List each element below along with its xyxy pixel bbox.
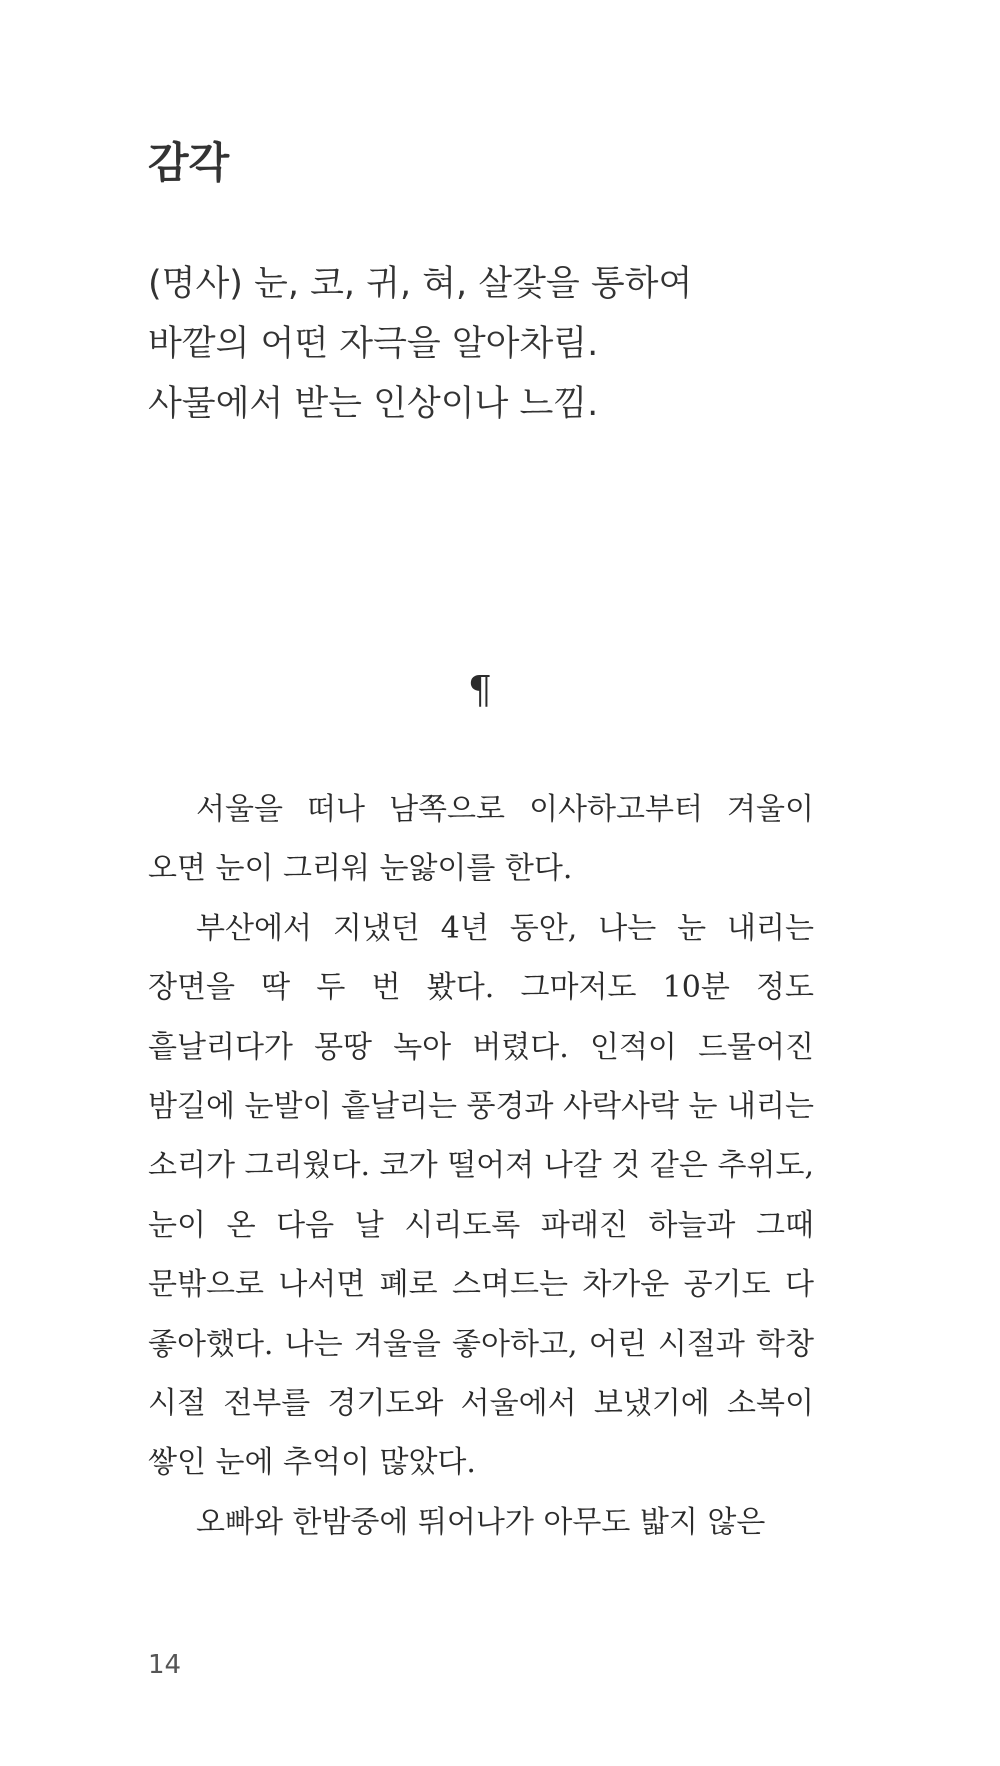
page-number: 14	[148, 1650, 182, 1680]
entry-title: 감각	[148, 138, 230, 187]
body-text	[148, 780, 814, 1552]
paragraph: 서울을 떠나 남쪽으로 이사하고부터 겨울이 오면 눈이 그리워 눈앓이를 한다.	[148, 792, 814, 887]
definition-line: (명사) 눈, 코, 귀, 혀, 살갗을 통하여	[148, 264, 693, 304]
dictionary-definition	[148, 254, 908, 434]
paragraph: 오빠와 한밤중에 뛰어나가 아무도 밟지 않은	[196, 1504, 766, 1540]
paragraph: 부산에서 지냈던 4년 동안, 나는 눈 내리는 장면을 딱 두 번 봤다. 그마저도 10분 정도 흩날리다가 몽땅 녹아 버렸다. 인적이 드물어진 밤길에 눈발이 흩날리는 풍경과 사락사락 눈 내리는 소리가 그리웠다. 코가 떨어져 나갈 것 같은 추위도, 눈이 온 다음 날 시리도록 파래진 하늘과 그때 문밖으로 나서면 폐로 스며드는 차가운 공기도 다 좋아했다. 나는 겨울을 좋아하고, 어린 시절과 학창 시절 전부를 경기도와 서울에서 보냈기에 소복이 쌓인 눈에 추억이 많았다.	[148, 910, 814, 1481]
definition-line: 사물에서 받는 인상이나 느낌.	[148, 384, 599, 424]
definition-line: 바깥의 어떤 자극을 알아차림.	[148, 324, 599, 364]
pilcrow-icon: ¶	[467, 668, 493, 712]
